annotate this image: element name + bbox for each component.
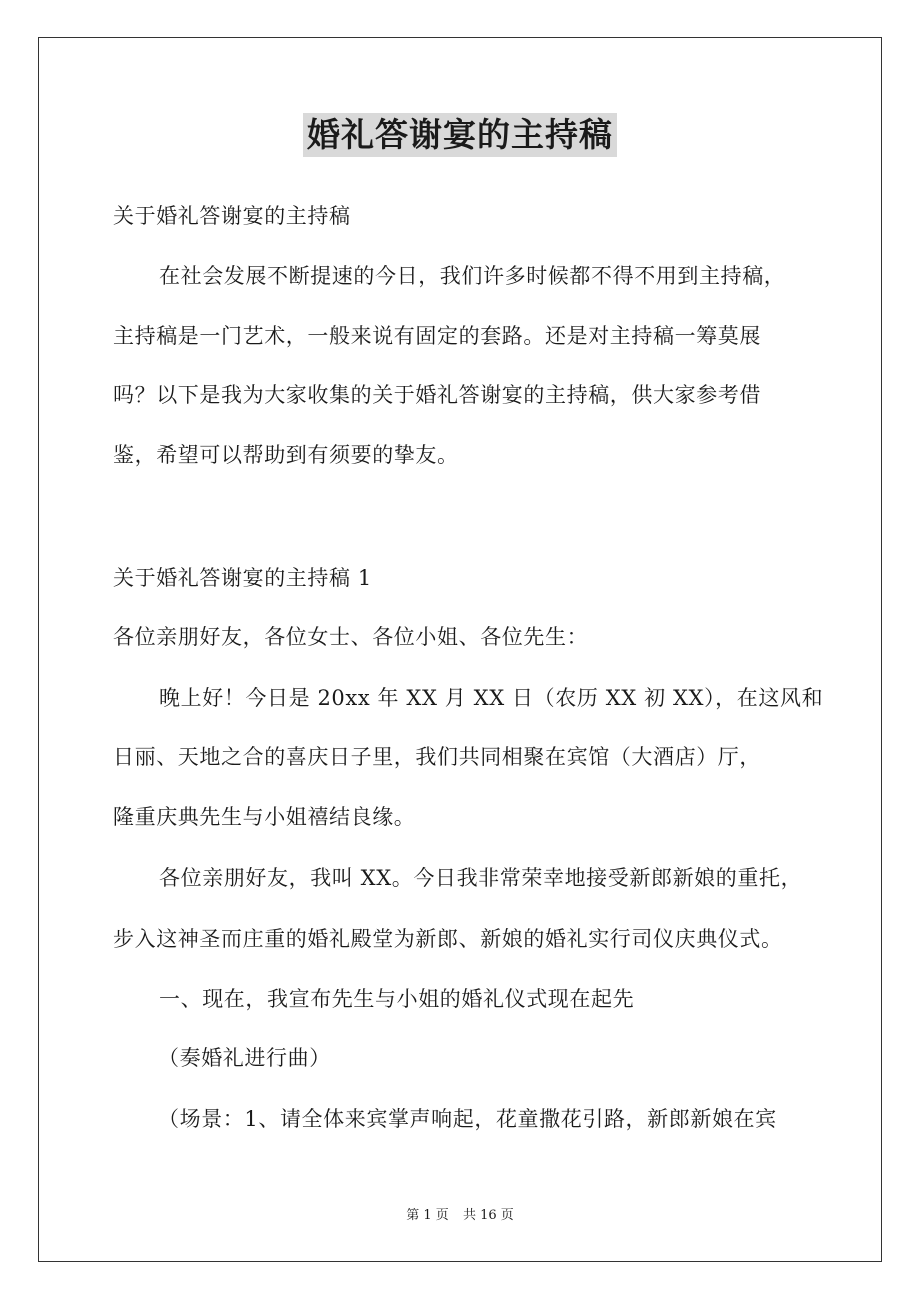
paragraph-line: 各位亲朋好友，我叫 XX。今日我非常荣幸地接受新郎新娘的重托， <box>159 866 803 890</box>
paragraph-line: （奏婚礼进行曲） <box>158 1046 331 1070</box>
paragraph-line: 步入这神圣而庄重的婚礼殿堂为新郎、新娘的婚礼实行司仪庆典仪式。 <box>113 927 783 951</box>
paragraph-line: 一、现在，我宣布先生与小姐的婚礼仪式现在起先 <box>159 987 635 1011</box>
page-total: 共 16 页 <box>462 1208 514 1223</box>
title-container <box>0 113 920 157</box>
paragraph-line: 在社会发展不断提速的今日，我们许多时候都不得不用到主持稿， <box>159 264 786 288</box>
paragraph-line: 鉴，希望可以帮助到有须要的挚友。 <box>113 443 459 467</box>
page-number: 第 1 页 <box>406 1208 449 1223</box>
paragraph-line: 主持稿是一门艺术，一般来说有固定的套路。还是对主持稿一筹莫展 <box>113 324 761 348</box>
paragraph-line: 隆重庆典先生与小姐禧结良缘。 <box>113 805 416 829</box>
document-title: 婚礼答谢宴的主持稿 <box>303 113 617 157</box>
greeting-line: 各位亲朋好友，各位女士、各位小姐、各位先生： <box>113 625 589 649</box>
paragraph-line: （场景：1、请全体来宾掌声响起，花童撒花引路，新郎新娘在宾 <box>158 1107 777 1131</box>
section-heading: 关于婚礼答谢宴的主持稿 1 <box>113 566 372 590</box>
paragraph-line: 日丽、天地之合的喜庆日子里，我们共同相聚在宾馆（大酒店）厅， <box>113 745 761 769</box>
paragraph-line: 晚上好！今日是 20xx 年 XX 月 XX 日（农历 XX 初 XX），在这风和 <box>159 686 824 710</box>
subtitle-line: 关于婚礼答谢宴的主持稿 <box>113 204 351 228</box>
paragraph-line: 吗？以下是我为大家收集的关于婚礼答谢宴的主持稿，供大家参考借 <box>113 383 761 407</box>
page-footer <box>0 1207 920 1225</box>
